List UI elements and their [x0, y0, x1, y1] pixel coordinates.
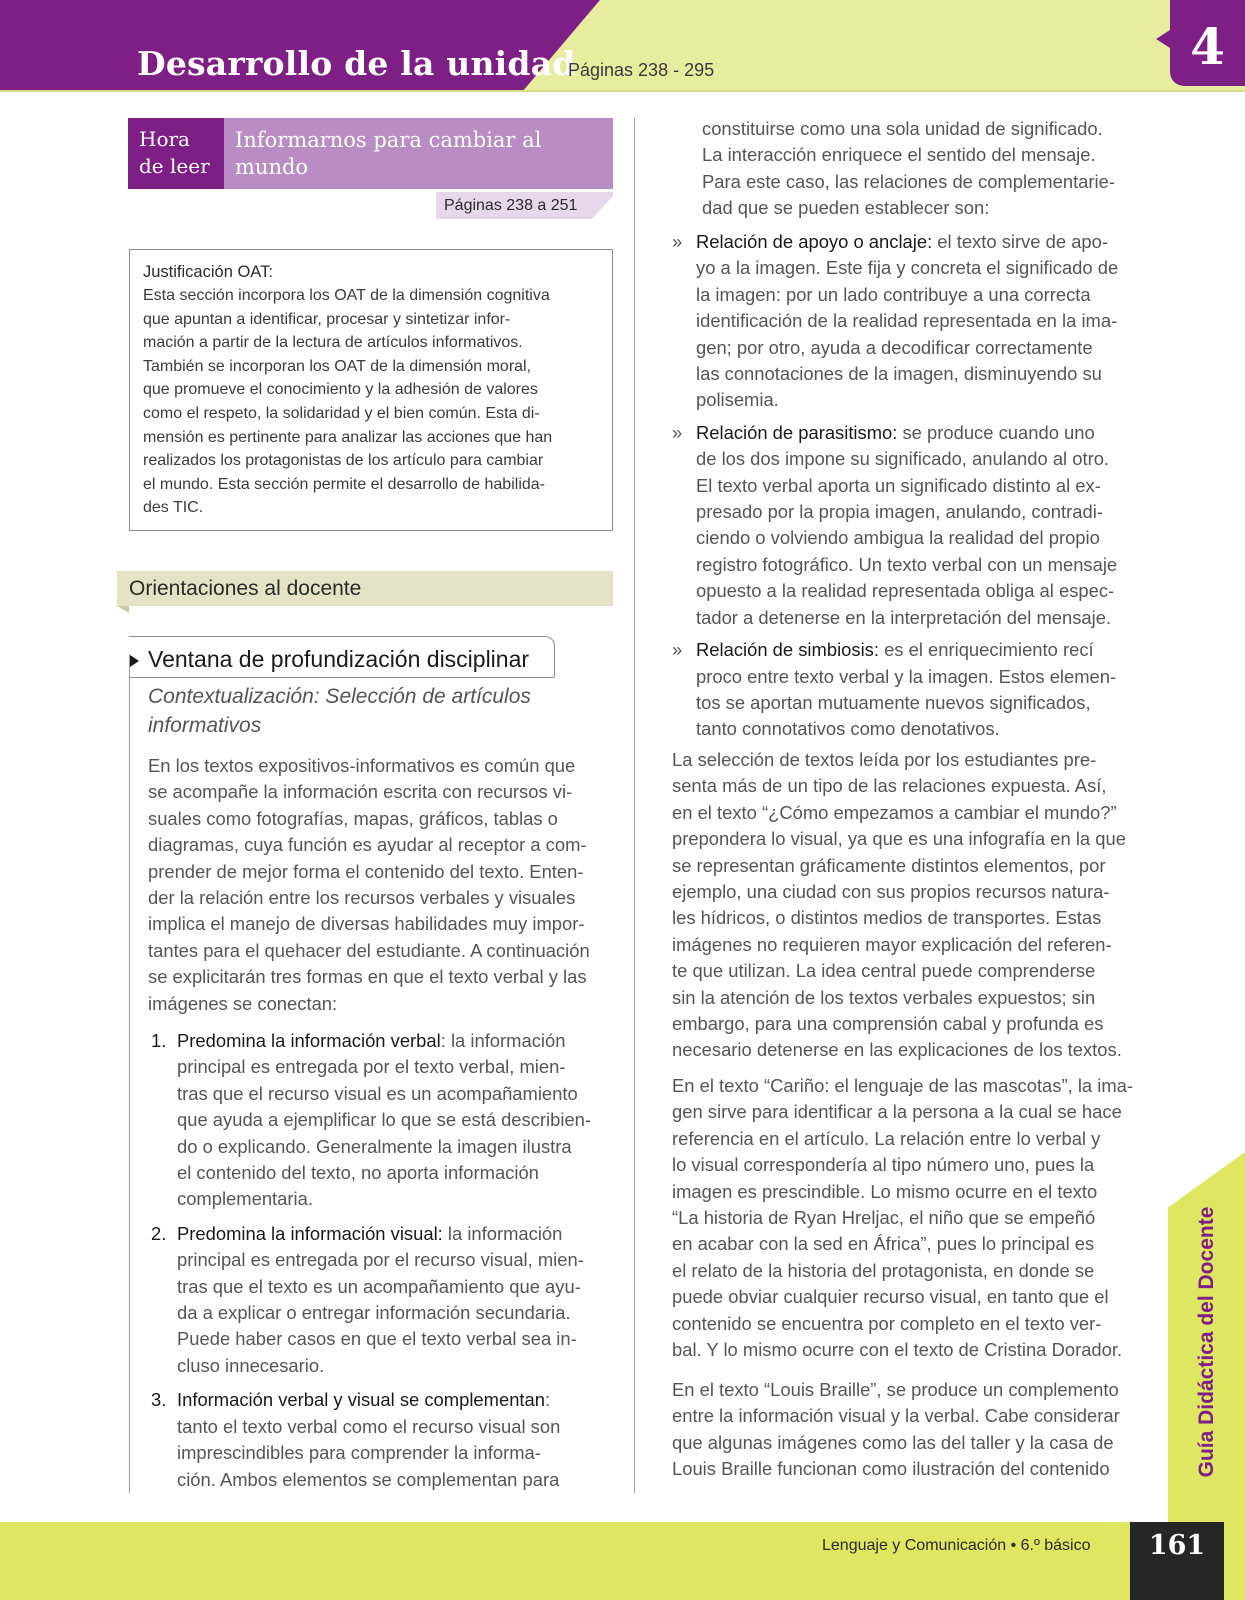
intro-paragraph	[148, 753, 613, 1017]
oat-line: des TIC.	[143, 499, 204, 517]
oat-justification-box	[129, 249, 613, 531]
text-line: da a explicar o entregar información secundaria.	[177, 1302, 571, 1324]
relations-list	[672, 229, 1138, 749]
text-line: bal. Y lo mismo ocurre con el texto de Cristina Dorador.	[672, 1339, 1123, 1361]
text-line: entre la información visual y la verbal. Cabe considerar	[672, 1405, 1120, 1427]
text-line: yo a la imagen. Este fija y concreta el significado de	[696, 257, 1119, 279]
text-line: ción. Ambos elementos se complementan para	[177, 1468, 560, 1490]
section-title-line: mundo	[235, 155, 309, 179]
column-divider	[634, 118, 635, 1493]
text-line: tos se aportan mutuamente nuevos significados,	[696, 691, 1091, 713]
text-line: senta más de un tipo de las relaciones expuesta. Así,	[672, 775, 1107, 797]
text-line: La selección de textos leída por los estudiantes pre-	[672, 749, 1097, 770]
text-line: proco entre texto verbal y la imagen. Estos elemen-	[696, 665, 1117, 687]
text-line: de los dos impone su significado, anulando al otro.	[696, 448, 1110, 470]
ventana-heading: Ventana de profundización disciplinar	[148, 646, 530, 672]
text-line: en el texto “¿Cómo empezamos a cambiar el mundo?”	[672, 801, 1117, 823]
text-line: gen sirve para identificar a la persona a la cual se hace	[672, 1101, 1122, 1123]
text-line: La interacción enriquece el sentido del mensaje.	[702, 144, 1096, 166]
text-line: se acompañe la información escrita con recursos vi-	[148, 781, 573, 803]
text-line: En el texto “Louis Braille”, se produce un complemento	[672, 1379, 1119, 1400]
text-line: contenido se encuentra por completo en el texto ver-	[672, 1312, 1102, 1334]
list-item	[672, 229, 1138, 414]
text-line: implica el manejo de diversas habilidades muy impor-	[148, 913, 585, 935]
page-title: Desarrollo de la unidad	[137, 44, 576, 83]
list-item-lead: Predomina la información verbal	[177, 1030, 441, 1051]
oat-line: mensión es pertinente para analizar las acciones que han	[143, 428, 553, 446]
text-line: les hídricos, o distintos medios de transportes. Estas	[672, 907, 1102, 929]
list-item-lead: Relación de apoyo o anclaje:	[696, 231, 933, 252]
list-item-lead: Relación de parasitismo:	[696, 421, 898, 443]
text-line: Puede haber casos en que el texto verbal sea in-	[177, 1328, 577, 1350]
bullet-marker: »	[672, 421, 683, 443]
text-line: tanto connotativos como denotativos.	[696, 718, 1000, 740]
list-item-lead: Predomina la información visual:	[177, 1222, 443, 1244]
context-line: informativos	[148, 714, 262, 737]
text-line: se produce cuando uno	[897, 421, 1095, 443]
context-line: Contextualización: Selección de artículos	[148, 685, 531, 708]
body-paragraph	[672, 1377, 1138, 1483]
list-number: 3.	[151, 1389, 167, 1411]
text-line	[696, 229, 1138, 255]
list-number: 1.	[151, 1030, 167, 1051]
text-line: tanto el texto verbal como el recurso visual son	[177, 1415, 561, 1437]
hora-label-line: Hora	[139, 127, 190, 151]
text-line: tador a detenerse en la interpretación del mensaje.	[696, 606, 1112, 628]
context-subtitle	[148, 682, 613, 740]
bullet-marker: »	[672, 231, 683, 252]
text-line: diagramas, cuya función es ayudar al receptor a com-	[148, 834, 587, 856]
text-line: suales como fotografías, mapas, gráficos, tablas o	[148, 807, 558, 829]
left-frame-rule	[129, 654, 130, 1493]
numbered-list	[148, 1028, 613, 1501]
text-line: En los textos expositivos-informativos es común que	[148, 755, 576, 776]
oat-line: Esta sección incorpora los OAT de la dimensión cognitiva	[143, 287, 550, 304]
section-title-line: Informarnos para cambiar al	[235, 128, 542, 152]
section-title	[224, 118, 613, 189]
text-line: se representan gráficamente distintos elementos, por	[672, 854, 1106, 876]
oat-line: realizados los protagonistas de los artículo para cambiar	[143, 452, 544, 470]
text-line: : la información	[440, 1030, 566, 1051]
text-line: necesario detenerse en las explicaciones de los textos.	[672, 1039, 1122, 1061]
text-line: lo visual correspondería al tipo número uno, pues la	[672, 1154, 1095, 1176]
text-line: el relato de la historia del protagonista, en donde se	[672, 1259, 1095, 1281]
text-line: tras que el recurso visual es un acompañamiento	[177, 1082, 578, 1104]
text-line: prender de mejor forma el contenido del texto. Enten-	[148, 860, 584, 882]
list-item-lead: Relación de simbiosis:	[696, 639, 879, 661]
text-line: es el enriquecimiento recí	[878, 639, 1094, 661]
text-line: embargo, para una comprensión cabal y profunda es	[672, 1013, 1104, 1035]
oat-body	[143, 284, 598, 520]
text-line: tras que el texto es un acompañamiento que ayu-	[177, 1275, 581, 1297]
text-line: prepondera lo visual, ya que es una infografía en la que	[672, 828, 1126, 850]
text-line: que algunas imágenes como las del taller y la casa de	[672, 1431, 1114, 1453]
unit-tab-notch	[1156, 30, 1170, 48]
text-line	[696, 420, 1138, 446]
text-line: se explicitarán tres formas en que el texto verbal y las	[148, 966, 587, 988]
footer-subject: Lenguaje y Comunicación • 6.º básico	[822, 1537, 1091, 1554]
text-line: complementaria.	[177, 1188, 313, 1210]
text-line	[177, 1387, 613, 1413]
text-line: En el texto “Cariño: el lenguaje de las mascotas”, la ima-	[672, 1075, 1134, 1096]
bullet-marker: »	[672, 639, 683, 661]
oat-line: También se incorporan los OAT de la dimensión moral,	[143, 357, 532, 375]
text-line: te que utilizan. La idea central puede comprenderse	[672, 960, 1096, 982]
text-line	[177, 1028, 613, 1054]
text-line: las connotaciones de la imagen, disminuyendo su	[696, 363, 1102, 385]
page-number: 161	[1148, 1530, 1206, 1561]
footer-band	[0, 1522, 1245, 1600]
list-number: 2.	[151, 1222, 167, 1244]
text-line: constituirse como una sola unidad de significado.	[702, 118, 1103, 139]
oat-line: como el respeto, la solidaridad y el bien común. Esta di-	[143, 404, 540, 422]
text-line: der la relación entre los recursos verbales y visuales	[148, 887, 576, 909]
oat-heading: Justificación OAT:	[143, 263, 273, 281]
section-pages: Páginas 238 a 251	[444, 197, 578, 214]
body-paragraph	[672, 747, 1138, 1064]
text-line: imágenes se conectan:	[148, 992, 338, 1014]
side-tab-label: Guía Didáctica del Docente	[1195, 1206, 1218, 1478]
text-line: el contenido del texto, no aporta información	[177, 1162, 539, 1184]
text-line: principal es entregada por el texto verbal, mien-	[177, 1056, 566, 1078]
text-line: imagen es prescindible. Lo mismo ocurre en el texto	[672, 1180, 1098, 1202]
list-item	[672, 420, 1138, 631]
text-line: principal es entregada por el recurso visual, mien-	[177, 1249, 584, 1271]
text-line: Para este caso, las relaciones de complementarie-	[702, 170, 1115, 192]
text-line: el texto sirve de apo-	[932, 231, 1109, 252]
page-range: Páginas 238 - 295	[568, 60, 715, 80]
body-paragraph	[672, 1073, 1138, 1363]
list-item	[672, 637, 1138, 743]
text-line: gen; por otro, ayuda a decodificar correctamente	[696, 336, 1093, 358]
text-line: “La historia de Ryan Hreljac, el niño que se empeñó	[672, 1207, 1096, 1229]
text-line: Louis Braille funcionan como ilustración del contenido	[672, 1458, 1110, 1480]
text-line: El texto verbal aporta un significado distinto al ex-	[696, 474, 1101, 496]
list-item	[148, 1387, 613, 1493]
text-line: identificación de la realidad representada en la ima-	[696, 310, 1118, 332]
oat-line: que apuntan a identificar, procesar y sintetizar infor-	[143, 310, 511, 328]
text-line: en acabar con la sed en África”, pues lo principal es	[672, 1233, 1095, 1255]
text-line: cluso innecesario.	[177, 1354, 325, 1376]
oat-line: mación a partir de la lectura de artículos informativos.	[143, 334, 523, 352]
oat-line: que promueve el conocimiento y la adhesión de valores	[143, 381, 538, 399]
header-rule	[0, 90, 1245, 92]
hora-de-leer-label	[128, 118, 224, 189]
text-line: la imagen: por un lado contribuye a una correcta	[696, 283, 1091, 305]
unit-number: 4	[1190, 17, 1225, 76]
list-item	[148, 1028, 613, 1213]
text-line: imágenes no requieren mayor explicación del referen-	[672, 933, 1112, 955]
text-line: ejemplo, una ciudad con sus propios recursos natura-	[672, 881, 1110, 903]
text-line: opuesto a la realidad representada obliga al espec-	[696, 580, 1115, 602]
text-line	[696, 637, 1138, 663]
text-line: :	[544, 1389, 551, 1411]
text-line: do o explicando. Generalmente la imagen ilustra	[177, 1135, 572, 1157]
orientaciones-heading: Orientaciones al docente	[117, 571, 613, 606]
list-item-lead: Información verbal y visual se complementan	[177, 1389, 545, 1411]
text-line: dad que se pueden establecer son:	[702, 197, 990, 219]
oat-line: el mundo. Esta sección permite el desarrollo de habilida-	[143, 475, 545, 493]
continued-paragraph	[702, 116, 1138, 222]
text-line: presado por la propia imagen, anulando, contradi-	[696, 501, 1103, 523]
heading-fold	[117, 606, 129, 613]
triangle-right-icon	[130, 655, 139, 667]
hora-label-line: de leer	[139, 154, 210, 178]
text-line	[177, 1221, 613, 1247]
text-line: tantes para el quehacer del estudiante. A continuación	[148, 939, 590, 961]
text-line: puede obviar cualquier recurso visual, en tanto que el	[672, 1286, 1109, 1308]
text-line: la información	[442, 1222, 563, 1244]
text-line: polisemia.	[696, 389, 779, 411]
list-item	[148, 1221, 613, 1379]
text-line: referencia en el artículo. La relación entre lo verbal y	[672, 1127, 1101, 1149]
text-line: registro fotográfico. Un texto verbal con un mensaje	[696, 553, 1118, 575]
text-line: imprescindibles para comprender la informa-	[177, 1442, 541, 1464]
text-line: que ayuda a ejemplificar lo que se está describien-	[177, 1109, 592, 1131]
text-line: sin la atención de los textos verbales expuestos; sin	[672, 986, 1096, 1008]
text-line: ciendo o volviendo ambigua la realidad del propio	[696, 527, 1100, 549]
